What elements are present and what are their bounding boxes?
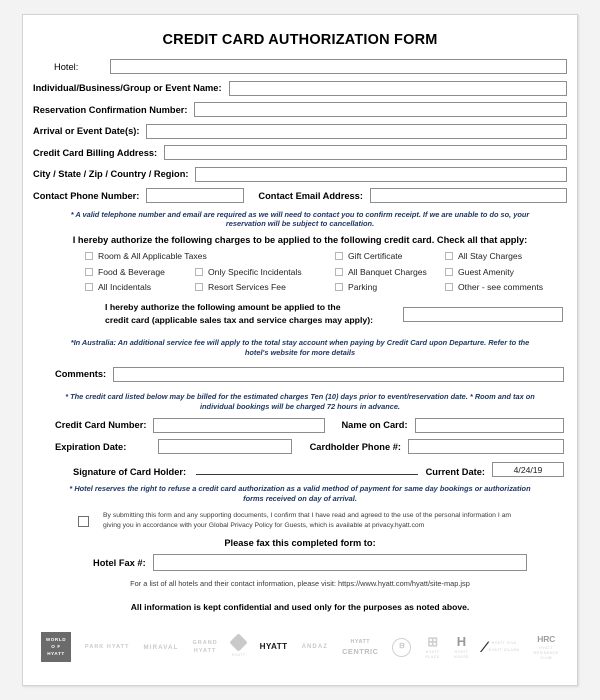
checkbox-icon[interactable]: [85, 283, 93, 291]
arrival-input[interactable]: [146, 124, 567, 139]
privacy-consent-row[interactable]: [78, 511, 527, 531]
field-row-hotel: [33, 59, 567, 74]
privacy-consent-text: By submitting this form and any supporting documents, I confirm that I have read and agreed to the use of the personal information I am giving you in accordance with your Global Privacy Policy for Guests, which is available at privacy.hyatt.com: [103, 512, 512, 530]
cardholder-phone-label: Cardholder Phone #:: [309, 441, 401, 452]
field-row-arrival: [33, 124, 567, 139]
checkbox-label: Only Specific Incidentals: [208, 266, 302, 277]
field-row-contact: [33, 188, 567, 203]
contact-phone-label: Contact Phone Number:: [33, 190, 140, 201]
field-row-name: [33, 81, 567, 96]
field-row-card-number: [55, 418, 564, 433]
contact-email-input[interactable]: [370, 188, 567, 203]
checkbox-item[interactable]: [445, 251, 522, 261]
field-row-billing-address: [33, 145, 567, 160]
checkbox-label: Room & All Applicable Taxes: [98, 251, 207, 262]
confidentiality-statement: All information is kept confidential and used only for the purposes as noted above.: [130, 602, 470, 613]
card-number-label: Credit Card Number:: [55, 420, 147, 431]
hyatt-place-logo-icon: ⊞ HYATT PLACE: [425, 633, 440, 659]
checkbox-item[interactable]: [85, 267, 195, 277]
note-billing-terms: * The credit card listed below may be billed for the estimated charges Ten (10) days prior to event/reservation date. * Room and tax on individual bookings will be charged 72 hours in advance.: [65, 391, 535, 411]
billing-address-label: Credit Card Billing Address:: [33, 147, 158, 158]
checkbox-icon[interactable]: [335, 268, 343, 276]
checkbox-icon[interactable]: [195, 268, 203, 276]
hotel-input[interactable]: [110, 59, 567, 74]
name-on-card-label: Name on Card:: [341, 420, 408, 431]
billing-address-input[interactable]: [164, 145, 567, 160]
checkbox-item[interactable]: [335, 282, 445, 292]
checkbox-label: Food & Beverage: [98, 266, 165, 277]
checkbox-item[interactable]: [195, 267, 335, 277]
name-on-card-input[interactable]: [415, 418, 564, 433]
comments-label: Comments:: [55, 369, 107, 380]
expiration-date-label: Expiration Date:: [55, 441, 127, 452]
brand-logo-strip: [41, 627, 559, 667]
hotel-fax-input[interactable]: [153, 554, 527, 571]
hyatt-house-logo-icon: H HYATT HOUSE: [453, 633, 470, 659]
confirmation-input[interactable]: [194, 102, 567, 117]
checkbox-item[interactable]: [85, 282, 195, 292]
signature-input[interactable]: [196, 463, 417, 475]
hyatt-ziva-zilara-logo-icon: ∕ HYATT ZIVA HYATT ZILARA: [483, 638, 520, 656]
checkbox-item[interactable]: [195, 282, 335, 292]
checkbox-icon[interactable]: [85, 252, 93, 260]
amount-line-1: I hereby authorize the following amount be applied to the: [105, 302, 341, 313]
amount-line-2: credit card (applicable sales tax and service charges may apply):: [105, 315, 373, 326]
checkbox-icon[interactable]: [335, 252, 343, 260]
checkbox-label: Gift Certificate: [348, 251, 403, 262]
field-row-comments: [55, 367, 564, 382]
site-map-line: For a list of all hotels and their contact information, please visit: https://www.hyatt.com/hyatt/site-map.jsp: [130, 579, 470, 589]
contact-phone-input[interactable]: [146, 188, 244, 203]
checkbox-icon[interactable]: [445, 252, 453, 260]
note-refusal: * Hotel reserves the right to refuse a credit card authorization as a valid method of payment for same day bookings or authorization forms received on day of arrival.: [69, 484, 531, 504]
checkbox-icon[interactable]: [335, 283, 343, 291]
checkbox-label: Other - see comments: [458, 282, 544, 293]
world-of-hyatt-logo-icon: WORLD O F HYATT: [41, 632, 71, 662]
current-date-label: Current Date:: [425, 467, 485, 478]
current-date-input[interactable]: 4/24/19: [492, 462, 564, 477]
confirmation-label: Reservation Confirmation Number:: [33, 104, 188, 115]
checkbox-item[interactable]: [335, 267, 445, 277]
checkbox-label: All Banquet Charges: [348, 266, 427, 277]
amount-authorization-text: [105, 301, 373, 326]
city-label: City / State / Zip / Country / Region:: [33, 169, 189, 179]
signature-row: [73, 462, 564, 477]
charges-row: [85, 282, 567, 292]
privacy-checkbox-icon[interactable]: [78, 516, 89, 527]
arrival-label: Arrival or Event Date(s):: [33, 126, 140, 136]
checkbox-icon[interactable]: [195, 283, 203, 291]
charges-heading: I hereby authorize the following charges to be applied to the following credit card. Check all that apply:: [72, 235, 528, 246]
form-sheet: [22, 14, 578, 686]
card-details-section: [55, 418, 564, 455]
charges-row: [85, 251, 567, 261]
checkbox-label: All Incidentals: [98, 282, 152, 293]
cardholder-phone-input[interactable]: [408, 439, 564, 454]
field-row-confirmation: [33, 102, 567, 117]
checkbox-label: Parking: [348, 282, 378, 293]
field-row-expiration: [55, 439, 564, 454]
checkbox-icon[interactable]: [445, 268, 453, 276]
unbound-collection-logo-icon: ᗷ: [392, 638, 411, 657]
checkbox-icon[interactable]: [85, 268, 93, 276]
checkbox-item[interactable]: [85, 251, 207, 262]
comments-input[interactable]: [113, 367, 564, 382]
city-input[interactable]: [195, 167, 567, 182]
signature-label: Signature of Card Holder:: [73, 467, 187, 478]
name-input[interactable]: [229, 81, 567, 96]
grand-hyatt-logo-icon: GRAND HYATT: [192, 640, 218, 655]
name-label: Individual/Business/Group or Event Name:: [33, 83, 222, 93]
hrc-residence-club-logo-icon: HRC HYATT RESIDENCE CLUB: [533, 633, 559, 660]
contact-email-label: Contact Email Address:: [258, 190, 363, 201]
hyatt-logo-icon: HYATT: [259, 642, 288, 652]
charges-checkbox-grid: [85, 251, 567, 292]
fax-heading: Please fax this completed form to:: [224, 538, 376, 549]
checkbox-item[interactable]: [445, 282, 543, 292]
hyatt-regency-logo-icon: HYATT: [232, 636, 246, 658]
hyatt-centric-logo-icon: HYATT CENTRIC: [342, 638, 379, 656]
charges-row: [85, 267, 567, 277]
checkbox-item[interactable]: [335, 251, 445, 261]
checkbox-label: Guest Amenity: [458, 266, 514, 277]
card-number-input[interactable]: [153, 418, 325, 433]
note-australia: *In Australia: An additional service fee will apply to the total stay account when paying by Credit Card upon Departure. Refer to the hotel's website for more details: [70, 337, 530, 357]
hotel-fax-label: Hotel Fax #:: [93, 557, 146, 568]
checkbox-label: Resort Services Fee: [208, 282, 286, 293]
expiration-date-input[interactable]: [158, 439, 292, 454]
checkbox-icon[interactable]: [445, 283, 453, 291]
field-row-city: [33, 167, 567, 182]
amount-input[interactable]: [403, 307, 563, 322]
amount-authorization-row: [105, 301, 567, 326]
checkbox-item[interactable]: [445, 267, 514, 277]
hotel-label: Hotel:: [54, 61, 79, 72]
note-phone-email: * A valid telephone number and email are required as we will need to contact you to confirm receipt. If we are unable to do so, your reservation will be subject to cancellation.: [70, 209, 530, 229]
field-row-hotel-fax: [93, 554, 527, 571]
page-title: CREDIT CARD AUTHORIZATION FORM: [162, 32, 438, 48]
checkbox-label: All Stay Charges: [458, 251, 523, 262]
miraval-logo-icon: MIRAVAL: [143, 643, 179, 651]
andaz-logo-icon: ANDAZ: [301, 643, 329, 650]
park-hyatt-logo-icon: PARK HYATT: [85, 644, 130, 651]
